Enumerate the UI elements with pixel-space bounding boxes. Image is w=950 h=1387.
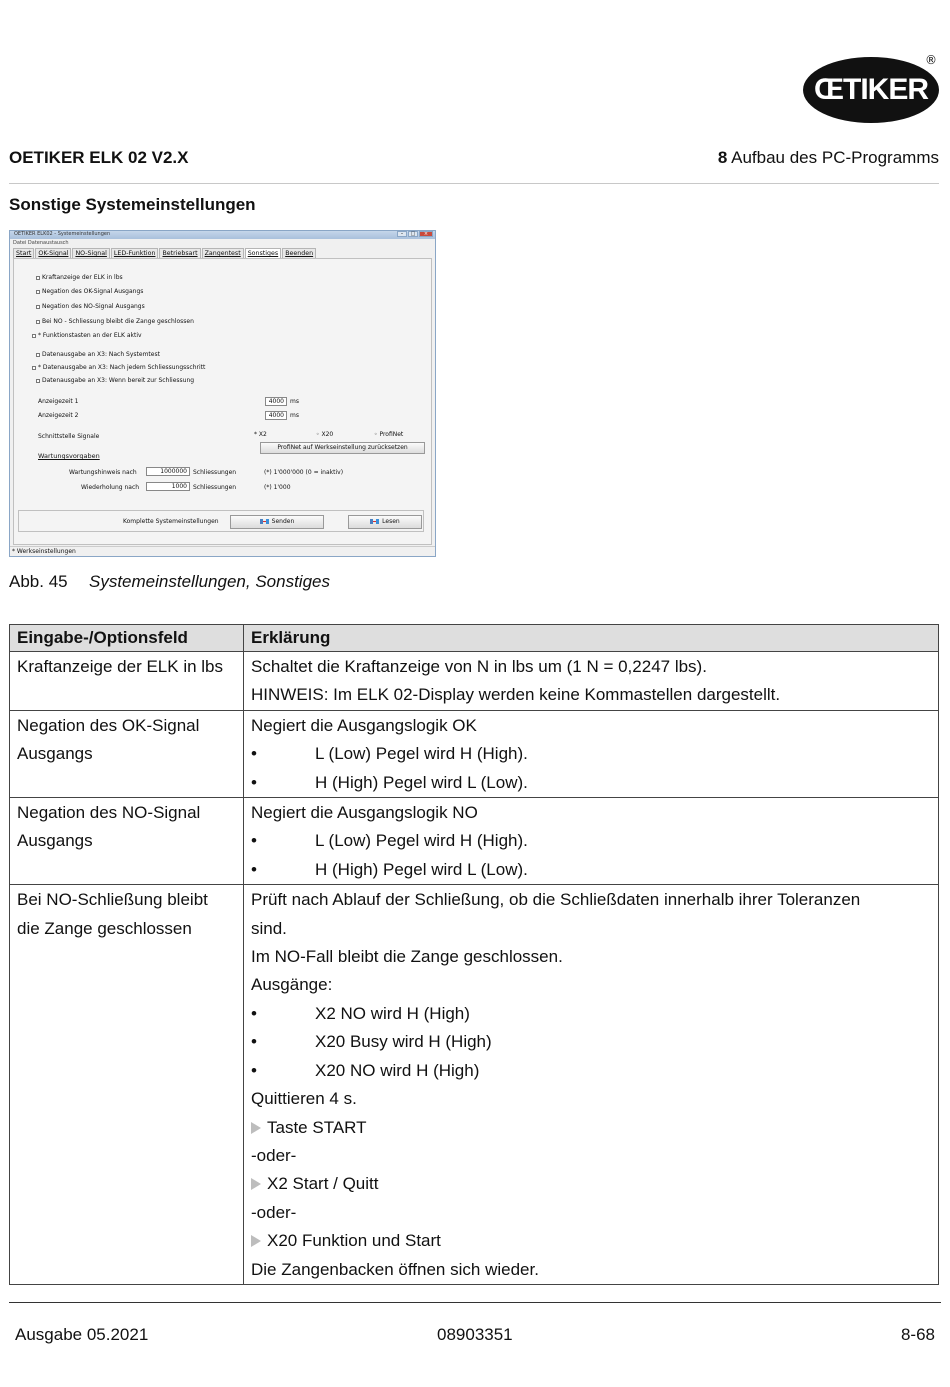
komplette-group bbox=[18, 510, 424, 532]
bullet-item: • X20 NO wird H (High) bbox=[251, 1057, 931, 1085]
window-statusbar bbox=[10, 546, 435, 556]
section-title: Sonstige Systemeinstellungen bbox=[9, 195, 256, 214]
profinet-reset-button[interactable]: ProfiNet auf Werkseinstellung zurücksetzen bbox=[260, 442, 425, 454]
step-arrow-icon bbox=[251, 1235, 261, 1247]
options-table bbox=[9, 624, 939, 1285]
chapter-number: 8 bbox=[717, 148, 728, 167]
wiederholung-note: (*) 1'000 bbox=[264, 484, 291, 491]
chapter-title: Aufbau des PC-Programms bbox=[731, 148, 939, 167]
read-icon bbox=[370, 518, 379, 525]
anzeigezeit1-label: Anzeigezeit 1 bbox=[38, 398, 79, 405]
window-tabbar bbox=[13, 248, 316, 258]
text-line: Bei NO-Schließung bleibt bbox=[17, 890, 208, 910]
settings-window-screenshot bbox=[9, 230, 436, 557]
window-title: OETIKER ELK02 - Systemeinstellungen bbox=[14, 231, 111, 237]
checkbox-negation-ok[interactable]: Negation des OK-Signal Ausgangs bbox=[36, 288, 143, 295]
radio-x20[interactable]: ◦ X20 bbox=[316, 431, 334, 438]
table-row bbox=[10, 710, 939, 797]
text-line: Ausgänge: bbox=[251, 975, 333, 995]
explanation-cell bbox=[244, 652, 939, 711]
text-line: HINWEIS: Im ELK 02-Display werden keine Kommastellen dargestellt. bbox=[251, 685, 781, 705]
tab-beenden[interactable]: Beenden bbox=[282, 248, 316, 258]
step-arrow-icon bbox=[251, 1122, 261, 1134]
step-item: X2 Start / Quitt bbox=[251, 1170, 931, 1198]
table-header-row bbox=[10, 625, 939, 652]
text-line: • bbox=[251, 744, 257, 764]
field-cell bbox=[10, 652, 244, 711]
anzeigezeit2-input[interactable]: 4000 bbox=[265, 411, 287, 420]
checkbox-datenausgabe-schritt[interactable]: * Datenausgabe an X3: Nach jedem Schliessungsschritt bbox=[32, 364, 205, 371]
text-line: Ausgangs bbox=[17, 831, 93, 851]
checkbox-datenausgabe-bereit[interactable]: Datenausgabe an X3: Wenn bereit zur Schliessung bbox=[36, 377, 194, 384]
wiederholung-unit: Schliessungen bbox=[193, 484, 237, 491]
text-line: die Zange geschlossen bbox=[17, 918, 192, 938]
step-arrow-icon bbox=[251, 1178, 261, 1190]
anzeigezeit2-label: Anzeigezeit 2 bbox=[38, 412, 79, 419]
footer-divider bbox=[9, 1302, 941, 1303]
footer-page-number: 8-68 bbox=[900, 1325, 935, 1344]
text-line: Im NO-Fall bleibt die Zange geschlossen. bbox=[251, 947, 563, 967]
checkbox-funktionstasten[interactable]: * Funktionstasten an der ELK aktiv bbox=[32, 332, 142, 339]
text-line: Ausgangs bbox=[17, 744, 93, 764]
checkbox-box-icon bbox=[36, 379, 40, 383]
minimize-icon[interactable]: – bbox=[397, 231, 407, 237]
field-cell bbox=[10, 798, 244, 885]
text-line: • bbox=[251, 859, 257, 879]
text-line: Quittieren 4 s. bbox=[251, 1089, 357, 1109]
text-line: -oder- bbox=[251, 1202, 297, 1222]
bullet-item: • L (Low) Pegel wird H (High). bbox=[251, 740, 931, 768]
figure-number: Abb. 45 bbox=[9, 572, 68, 591]
step-item: X20 Funktion und Start bbox=[251, 1227, 931, 1255]
field-cell bbox=[10, 710, 244, 797]
tab-betriebsart[interactable]: Betriebsart bbox=[159, 248, 200, 258]
table-row bbox=[10, 652, 939, 711]
text-line: Schaltet die Kraftanzeige von N in lbs um (1 N = 0,2247 lbs). bbox=[251, 657, 707, 676]
lesen-button[interactable]: Lesen bbox=[348, 515, 422, 529]
checkbox-box-icon bbox=[36, 353, 40, 357]
oetiker-logo bbox=[803, 57, 939, 123]
radio-x2[interactable]: * X2 bbox=[254, 431, 267, 438]
maximize-icon[interactable]: □ bbox=[408, 231, 418, 237]
field-cell bbox=[10, 885, 244, 1285]
checkbox-box-icon bbox=[32, 366, 36, 370]
figure-caption-text: Systemeinstellungen, Sonstiges bbox=[89, 572, 330, 591]
tab-sonstiges[interactable]: Sonstiges bbox=[245, 248, 282, 258]
logo-text: ŒTIKER bbox=[814, 73, 928, 106]
text-line: -oder- bbox=[251, 1145, 297, 1165]
send-icon bbox=[260, 518, 269, 525]
anzeigezeit2-unit: ms bbox=[290, 412, 299, 419]
text-line: Die Zangenbacken öffnen sich wieder. bbox=[251, 1259, 539, 1279]
checkbox-box-icon bbox=[36, 320, 40, 324]
explanation-cell bbox=[244, 798, 939, 885]
table-row bbox=[10, 885, 939, 1285]
komplette-label: Komplette Systemeinstellungen bbox=[123, 518, 219, 525]
settings-panel bbox=[13, 258, 432, 545]
wiederholung-label: Wiederholung nach bbox=[81, 484, 140, 491]
wartungshinweis-label: Wartungshinweis nach bbox=[69, 469, 137, 476]
text-line: Negiert die Ausgangslogik OK bbox=[251, 715, 477, 735]
text-line: • bbox=[251, 772, 257, 792]
tab-start[interactable]: Start bbox=[13, 248, 34, 258]
checkbox-box-icon bbox=[36, 290, 40, 294]
chapter-heading bbox=[718, 148, 939, 168]
window-controls bbox=[397, 231, 433, 237]
product-name: OETIKER ELK 02 V2.X bbox=[9, 148, 189, 167]
text-line: Prüft nach Ablauf der Schließung, ob die Schließdaten innerhalb ihrer Toleranzen bbox=[251, 890, 861, 910]
text-line: Negation des OK-Signal bbox=[17, 715, 200, 735]
wartung-heading: Wartungsvorgaben bbox=[38, 452, 100, 460]
checkbox-box-icon bbox=[36, 276, 40, 280]
footer-edition: Ausgabe 05.2021 bbox=[15, 1325, 149, 1344]
explanation-cell bbox=[244, 710, 939, 797]
schnittstelle-label: Schnittstelle Signale bbox=[38, 433, 100, 440]
tab-no-signal[interactable]: NO-Signal bbox=[72, 248, 109, 258]
text-line: Negation des NO-Signal bbox=[17, 803, 201, 823]
checkbox-datenausgabe-systemtest[interactable]: Datenausgabe an X3: Nach Systemtest bbox=[36, 351, 160, 358]
senden-button[interactable]: Senden bbox=[230, 515, 324, 529]
window-menubar[interactable]: Datei Datenaustausch bbox=[13, 240, 69, 246]
explanation-cell bbox=[244, 885, 939, 1285]
window-titlebar bbox=[10, 231, 435, 239]
bullet-item: • X2 NO wird H (High) bbox=[251, 1000, 931, 1028]
close-icon[interactable]: × bbox=[419, 231, 433, 237]
tab-ok-signal[interactable]: OK-Signal bbox=[35, 248, 71, 258]
status-text: * Werkseinstellungen bbox=[12, 548, 76, 555]
bullet-item: • L (Low) Pegel wird H (High). bbox=[251, 827, 931, 855]
radio-profinet[interactable]: ◦ ProfiNet bbox=[374, 431, 404, 438]
text-line: Kraftanzeige der ELK in lbs bbox=[17, 657, 224, 676]
text-line: • bbox=[251, 1003, 257, 1023]
checkbox-negation-no[interactable]: Negation des NO-Signal Ausgangs bbox=[36, 303, 145, 310]
wartungshinweis-input[interactable]: 1000000 bbox=[146, 467, 190, 476]
text-line: sind. bbox=[251, 918, 287, 938]
anzeigezeit1-unit: ms bbox=[290, 398, 299, 405]
table-header-explanation: Erklärung bbox=[244, 625, 939, 652]
footer-doc-number: 08903351 bbox=[437, 1325, 513, 1344]
bullet-item: • X20 Busy wird H (High) bbox=[251, 1028, 931, 1056]
checkbox-box-icon bbox=[32, 334, 36, 338]
anzeigezeit1-input[interactable]: 4000 bbox=[265, 397, 287, 406]
text-line: • bbox=[251, 1032, 257, 1052]
text-line: Negiert die Ausgangslogik NO bbox=[251, 803, 478, 823]
wiederholung-input[interactable]: 1000 bbox=[146, 482, 190, 491]
checkbox-kraftanzeige[interactable]: Kraftanzeige der ELK in lbs bbox=[36, 274, 123, 281]
checkbox-box-icon bbox=[36, 305, 40, 309]
step-item: Taste START bbox=[251, 1114, 931, 1142]
tab-led-funktion[interactable]: LED-Funktion bbox=[111, 248, 159, 258]
header-divider bbox=[9, 183, 939, 184]
bullet-item: • H (High) Pegel wird L (Low). bbox=[251, 856, 931, 884]
text-line: • bbox=[251, 1060, 257, 1080]
wartungshinweis-unit: Schliessungen bbox=[193, 469, 237, 476]
tab-zangentest[interactable]: Zangentest bbox=[202, 248, 244, 258]
registered-mark: ® bbox=[925, 53, 937, 67]
table-row bbox=[10, 798, 939, 885]
wartungshinweis-note: (*) 1'000'000 (0 = inaktiv) bbox=[264, 469, 344, 476]
table-header-field: Eingabe-/Optionsfeld bbox=[10, 625, 244, 652]
figure-caption bbox=[9, 572, 330, 592]
checkbox-no-schliessung[interactable]: Bei NO - Schliessung bleibt die Zange geschlossen bbox=[36, 318, 194, 325]
text-line: • bbox=[251, 831, 257, 851]
bullet-item: • H (High) Pegel wird L (Low). bbox=[251, 769, 931, 797]
